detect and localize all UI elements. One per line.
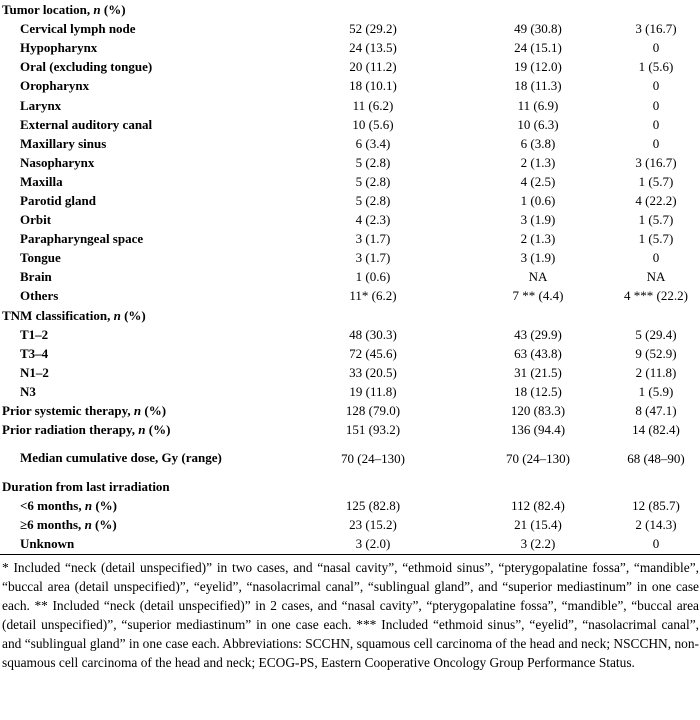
- table-row: [0, 439, 700, 477]
- row-label: Parapharyngeal space: [20, 231, 144, 247]
- table-row: [0, 248, 700, 267]
- cell-c2: 2 (1.3): [520, 154, 556, 170]
- cell-c2: 11 (6.9): [517, 97, 559, 113]
- cell-c3: 9 (52.9): [635, 345, 677, 361]
- row-label: Tongue: [20, 250, 61, 266]
- table-row: [0, 57, 700, 76]
- row-label: Maxilla: [20, 173, 63, 189]
- table-row: [0, 134, 700, 153]
- table-row: [0, 382, 700, 401]
- cell-c3: 4 *** (22.2): [624, 288, 688, 304]
- cell-c1: [282, 306, 464, 325]
- row-label: Nasopharynx: [20, 154, 95, 170]
- cell-c3: 0: [652, 97, 660, 113]
- row-label: ≥6 months, n (%): [20, 517, 117, 533]
- cell-c2: 3 (1.9): [520, 212, 556, 228]
- cell-c2: 136 (94.4): [510, 422, 566, 438]
- cell-c1: [282, 477, 464, 496]
- cell-c3: 8 (47.1): [635, 403, 677, 419]
- cell-c2: [464, 477, 612, 496]
- cell-c1: 128 (79.0): [345, 403, 401, 419]
- cell-c1: 11* (6.2): [349, 288, 397, 304]
- cell-c2: 31 (21.5): [514, 364, 562, 380]
- table-row: [0, 267, 700, 286]
- row-label: Median cumulative dose, Gy (range): [20, 450, 222, 466]
- cell-c2: 3 (2.2): [464, 534, 612, 554]
- row-label: Prior radiation therapy, n (%): [2, 422, 171, 438]
- cell-c2: 19 (12.0): [514, 59, 562, 75]
- row-label: Tumor location, n (%): [2, 2, 126, 18]
- cell-c3: [612, 0, 700, 19]
- row-label: Others: [20, 288, 59, 304]
- cell-c3: 1 (5.7): [638, 212, 674, 228]
- cell-c2: 18 (11.3): [514, 78, 562, 94]
- cell-c3: 0: [612, 534, 700, 554]
- cell-c3: 12 (85.7): [632, 498, 680, 514]
- row-label: Prior systemic therapy, n (%): [2, 403, 167, 419]
- table-row: [0, 344, 700, 363]
- cell-c2: 70 (24–130): [506, 450, 570, 466]
- cell-c2: 1 (0.6): [520, 192, 556, 208]
- cell-c3: [612, 306, 700, 325]
- cell-c1: 10 (5.6): [352, 116, 394, 132]
- row-label: Hypopharynx: [20, 40, 98, 56]
- cell-c3: 14 (82.4): [632, 422, 680, 438]
- row-label: N1–2: [20, 364, 49, 380]
- row-label: T1–2: [20, 326, 49, 342]
- cell-c3: 3 (16.7): [635, 21, 677, 37]
- row-label: Cervical lymph node: [20, 21, 136, 37]
- cell-c3: 0: [652, 250, 660, 266]
- table-row: [0, 229, 700, 248]
- cell-c1: 5 (2.8): [355, 154, 391, 170]
- table-row: [0, 325, 700, 344]
- cell-c3: 0: [652, 116, 660, 132]
- row-label: Orbit: [20, 212, 52, 228]
- table-footnote: * Included “neck (detail unspecified)” in two cases, and “nasal cavity”, “ethmoid sinus”, “pterygopalatine fossa”, “mandible”, “buccal area (detail unspecified)”, “eyelid”, “nasolacrimal canal”, “sublingual gland”, and “superior mediastinum” in one case each. ** Included “neck (detail unspecified)” in 2 cases, and “nasal cavity”, “pterygopalatine fossa”, “mandible”, “buccal area (detail unspecified)”, “superior mediastinum” in one case each. *** Included “ethmoid sinus”, “eyelid”, “nasolacrimal canal”, and “sublingual gland” in one case each. Abbreviations: SCCHN, squamous cell carcinoma of the head and neck; NSCCHN, non-squamous cell carcinoma of the head and neck; ECOG-PS, Eastern Cooperative Oncology Group Performance Status.: [2, 559, 699, 670]
- row-label: Maxillary sinus: [20, 135, 107, 151]
- row-label: External auditory canal: [20, 116, 153, 132]
- cell-c3: 5 (29.4): [635, 326, 677, 342]
- table-row: [0, 76, 700, 95]
- cell-c1: 23 (15.2): [349, 517, 397, 533]
- table-row: [0, 363, 700, 382]
- table-row: [0, 95, 700, 114]
- cell-c1: 5 (2.8): [355, 192, 391, 208]
- cell-c3: 2 (14.3): [635, 517, 677, 533]
- table-row: [0, 420, 700, 439]
- cell-c2: 112 (82.4): [511, 498, 565, 514]
- cell-c2: NA: [528, 269, 548, 285]
- row-label: N3: [20, 383, 36, 399]
- table-row: [0, 153, 700, 172]
- table-row: [0, 191, 700, 210]
- cell-c1: 3 (2.0): [282, 534, 464, 554]
- cell-c3: 0: [652, 135, 660, 151]
- cell-c2: 49 (30.8): [514, 21, 562, 37]
- table-row: [0, 286, 700, 305]
- cell-c2: 7 ** (4.4): [512, 288, 564, 304]
- cell-c1: 52 (29.2): [349, 21, 397, 37]
- cell-c2: 3 (1.9): [520, 250, 556, 266]
- table-row: [0, 477, 700, 496]
- cell-c1: 48 (30.3): [349, 326, 397, 342]
- row-label: TNM classification, n (%): [2, 307, 146, 323]
- cell-c2: 18 (12.5): [514, 383, 562, 399]
- table-row: [0, 0, 700, 19]
- cell-c1: 125 (82.8): [345, 498, 401, 514]
- cell-c1: 72 (45.6): [349, 345, 397, 361]
- cell-c3: NA: [646, 269, 666, 285]
- cell-c2: 63 (43.8): [514, 345, 562, 361]
- cell-c3: 0: [652, 78, 660, 94]
- cell-c3: 1 (5.7): [638, 231, 674, 247]
- cell-c1: 11 (6.2): [352, 97, 394, 113]
- table-row: [0, 115, 700, 134]
- cell-c1: 5 (2.8): [355, 173, 391, 189]
- table-row: [0, 172, 700, 191]
- cell-c2: 24 (15.1): [514, 40, 562, 56]
- row-label: Oral (excluding tongue): [20, 59, 153, 75]
- table-row: [0, 515, 700, 534]
- cell-c1: 1 (0.6): [355, 269, 391, 285]
- row-label: Oropharynx: [20, 78, 90, 94]
- cell-c2: [464, 0, 612, 19]
- cell-c3: 1 (5.7): [638, 173, 674, 189]
- cell-c2: 2 (1.3): [520, 231, 556, 247]
- table-row: [0, 38, 700, 57]
- cell-c1: 70 (24–130): [341, 450, 405, 466]
- cell-c2: 120 (83.3): [510, 403, 566, 419]
- table-row: [0, 534, 700, 554]
- cell-c2: 10 (6.3): [517, 116, 559, 132]
- cell-c3: [612, 477, 700, 496]
- cell-c1: [282, 0, 464, 19]
- row-label: Parotid gland: [20, 192, 96, 208]
- cell-c1: 4 (2.3): [355, 212, 391, 228]
- row-label: <6 months, n (%): [20, 498, 117, 514]
- cell-c1: 20 (11.2): [349, 59, 397, 75]
- cell-c1: 3 (1.7): [355, 231, 391, 247]
- cell-c1: 19 (11.8): [349, 383, 397, 399]
- cell-c3: 0: [652, 40, 660, 56]
- cell-c3: 68 (48–90): [627, 450, 685, 466]
- table-row: [0, 401, 700, 420]
- cell-c3: 4 (22.2): [635, 192, 677, 208]
- cell-c3: 1 (5.9): [638, 383, 674, 399]
- row-label: T3–4: [20, 345, 49, 361]
- cell-c1: 3 (1.7): [355, 250, 391, 266]
- cell-c1: 33 (20.5): [349, 364, 397, 380]
- row-label: Duration from last irradiation: [2, 479, 170, 495]
- cell-c1: 151 (93.2): [345, 422, 401, 438]
- cell-c3: 3 (16.7): [635, 154, 677, 170]
- cell-c2: 21 (15.4): [514, 517, 562, 533]
- cell-c1: 6 (3.4): [355, 135, 391, 151]
- cell-c2: [464, 306, 612, 325]
- table-row: [0, 496, 700, 515]
- cell-c3: 1 (5.6): [638, 59, 674, 75]
- cell-c2: 6 (3.8): [520, 135, 556, 151]
- row-label: Larynx: [20, 97, 62, 113]
- table-row: [0, 306, 700, 325]
- cell-c3: 2 (11.8): [635, 364, 677, 380]
- cell-c1: 24 (13.5): [349, 40, 397, 56]
- cell-c2: 4 (2.5): [520, 173, 556, 189]
- cell-c2: 43 (29.9): [514, 326, 562, 342]
- table-row: [0, 19, 700, 38]
- row-label: Unknown: [0, 534, 282, 554]
- row-label: Brain: [20, 269, 52, 285]
- table-row: [0, 210, 700, 229]
- cell-c1: 18 (10.1): [349, 78, 397, 94]
